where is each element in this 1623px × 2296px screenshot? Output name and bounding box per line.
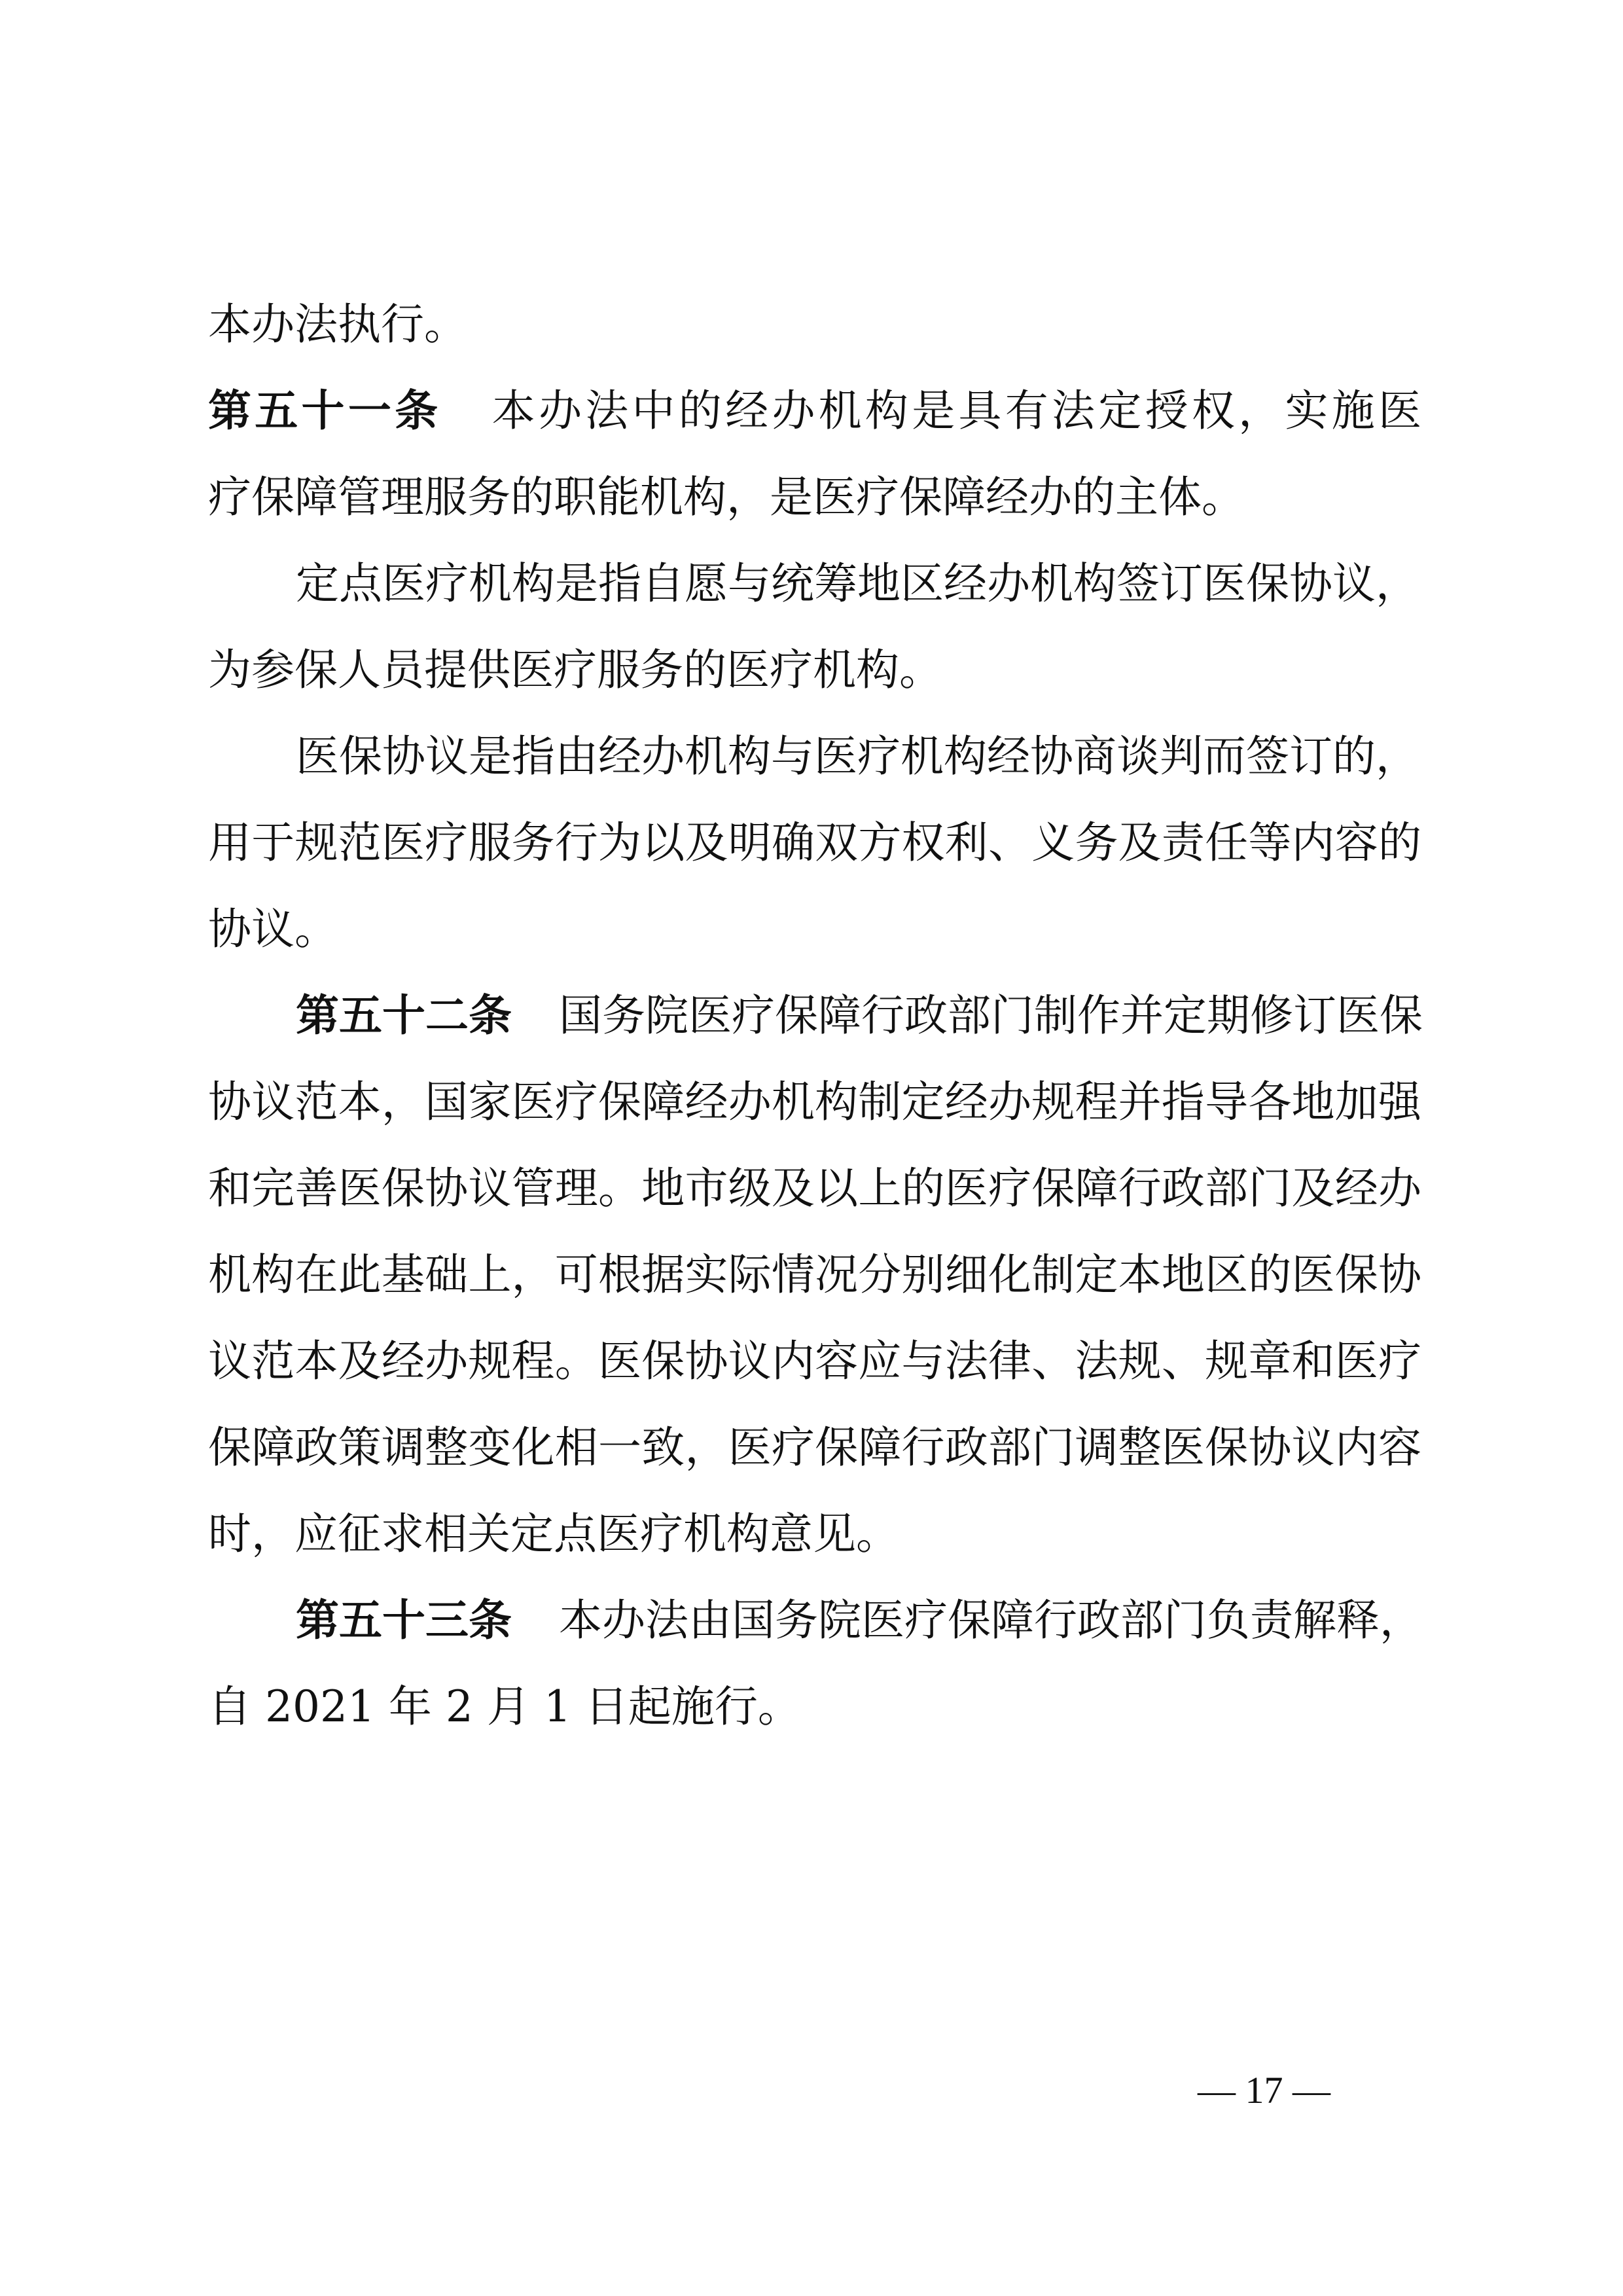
article-53-heading: 第五十三条 (296, 1595, 512, 1645)
page-number: — 17 — (1198, 2069, 1330, 2111)
text-line-14: 议范本及经办规程。医保协议内容应与法律、法规、规章和医疗 (208, 1336, 1421, 1386)
text-line-19: 自 2021 年 2 月 1 日起施行。 (208, 1681, 801, 1732)
article-52-line-1 (296, 990, 1423, 1041)
text-line-1: 本办法执行。 (208, 299, 467, 350)
text-line-6: 医保协议是指由经办机构与医疗机构经协商谈判而签订的， (296, 731, 1419, 781)
article-52-text: 国务院医疗保障行政部门制作并定期修订医保 (559, 990, 1423, 1041)
text-line-5: 为参保人员提供医疗服务的医疗机构。 (208, 645, 942, 695)
text-line-8: 协议。 (208, 904, 338, 954)
article-51-line-1 (208, 386, 1422, 436)
article-52-heading: 第五十二条 (296, 990, 512, 1041)
text-line-16: 时，应征求相关定点医疗机构意见。 (208, 1509, 899, 1559)
text-line-12: 和完善医保协议管理。地市级及以上的医疗保障行政部门及经办 (208, 1163, 1421, 1213)
text-line-15: 保障政策调整变化相一致，医疗保障行政部门调整医保协议内容 (208, 1422, 1421, 1473)
text-line-11: 协议范本，国家医疗保障经办机构制定经办规程并指导各地加强 (208, 1077, 1421, 1127)
article-51-text: 本办法中的经办机构是具有法定授权，实施医 (488, 386, 1422, 436)
text-line-4: 定点医疗机构是指自愿与统筹地区经办机构签订医保协议， (296, 558, 1419, 609)
article-51-heading: 第五十一条 (208, 386, 442, 436)
text-line-3: 疗保障管理服务的职能机构，是医疗保障经办的主体。 (208, 472, 1245, 522)
article-53-line-1 (296, 1595, 1423, 1645)
text-line-13: 机构在此基础上，可根据实际情况分别细化制定本地区的医保协 (208, 1249, 1421, 1300)
text-line-7: 用于规范医疗服务行为以及明确双方权利、义务及责任等内容的 (208, 817, 1421, 868)
article-53-text: 本办法由国务院医疗保障行政部门负责解释， (559, 1595, 1423, 1645)
